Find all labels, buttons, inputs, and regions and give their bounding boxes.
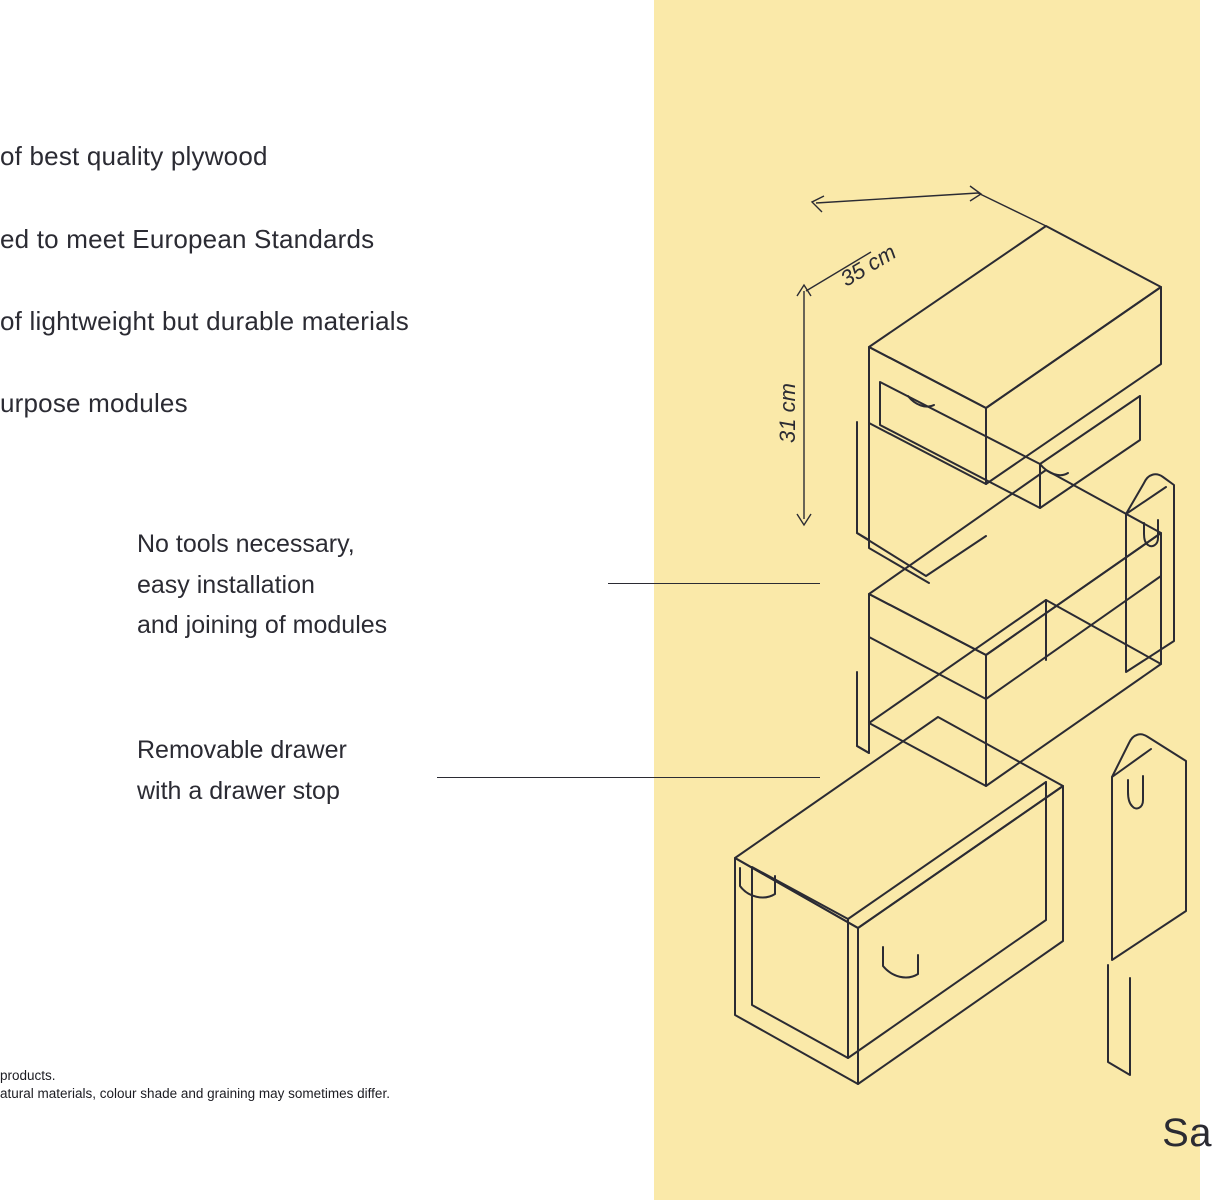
dimension-label-height: 31 cm: [775, 383, 800, 443]
dimension-label-width: 35 cm: [836, 239, 901, 292]
brand-logo-text: Sa: [1162, 1111, 1212, 1155]
middle-module: [857, 470, 1186, 960]
dimension-lines: [797, 186, 1046, 525]
feature-item-1: of best quality plywood: [0, 141, 268, 171]
callout-removable-drawer: Removable drawer with a drawer stop: [137, 736, 347, 805]
feature-item-2: ed to meet European Standards: [0, 224, 375, 254]
callout-no-tools: No tools necessary, easy installation and joining of modules: [137, 530, 388, 639]
feature-item-4: urpose modules: [0, 388, 188, 418]
footnote-1: products.: [0, 1068, 56, 1083]
removable-drawer: [735, 717, 1130, 1084]
feature-item-3: of lightweight but durable materials: [0, 306, 409, 336]
top-module: [857, 226, 1174, 672]
footnote-2: atural materials, colour shade and graining may sometimes differ.: [0, 1086, 390, 1101]
